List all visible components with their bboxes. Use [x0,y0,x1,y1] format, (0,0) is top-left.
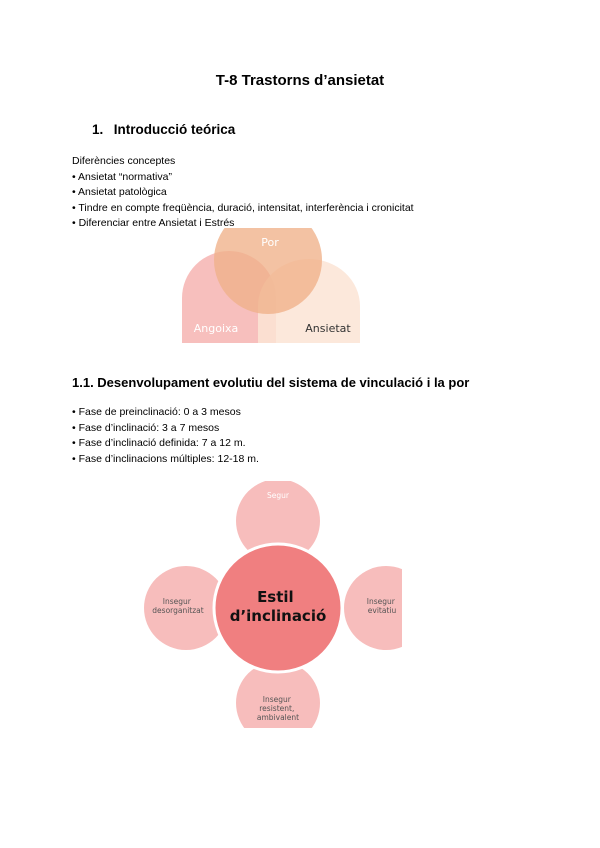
attachment-style-diagram [140,478,405,728]
section-heading [92,122,235,137]
bullet-item: • Fase de preinclinació: 0 a 3 mesos [72,406,241,418]
bullet-item: • Diferenciar entre Ansietat i Estrés [72,217,235,229]
bullet-item: • Tindre en compte freqüència, duració, intensitat, interferència i cronicitat [72,201,414,214]
venn-diagram [182,228,360,343]
venn-label-left: Angoixa [193,322,239,335]
section-title: Introducció teórica [113,122,236,137]
label-desorganitzat: Insegur desorganitzat [152,597,204,615]
bullet-item: • Ansietat “normativa” [72,170,172,183]
intro-text-block [72,154,414,232]
label-segur: Segur [267,491,289,500]
subsection-title: 1.1. Desenvolupament evolutiu del sistema de vinculació i la por [72,375,470,390]
section-number: 1. [92,122,104,137]
document-title: T-8 Trastorns d’ansietat [215,72,385,89]
bullet-item: • Fase d’inclinacions múltiples: 12-18 m. [72,452,259,465]
phases-list [72,405,259,467]
label-evitatiu: Insegur evitatiu [366,597,397,615]
center-label: Estil d’inclinació [229,588,327,625]
intro-line: Diferències conceptes [72,155,176,167]
venn-label-right: Ansietat [305,322,351,335]
venn-label-top: Por [261,236,279,249]
bullet-item: • Fase d’inclinació definida: 7 a 12 m. [72,437,246,449]
bullet-item: • Ansietat patològica [72,186,167,198]
bullet-item: • Fase d’inclinació: 3 a 7 mesos [72,421,220,434]
label-resistent-ambivalent: Insegur resistent, ambivalent [256,695,300,722]
